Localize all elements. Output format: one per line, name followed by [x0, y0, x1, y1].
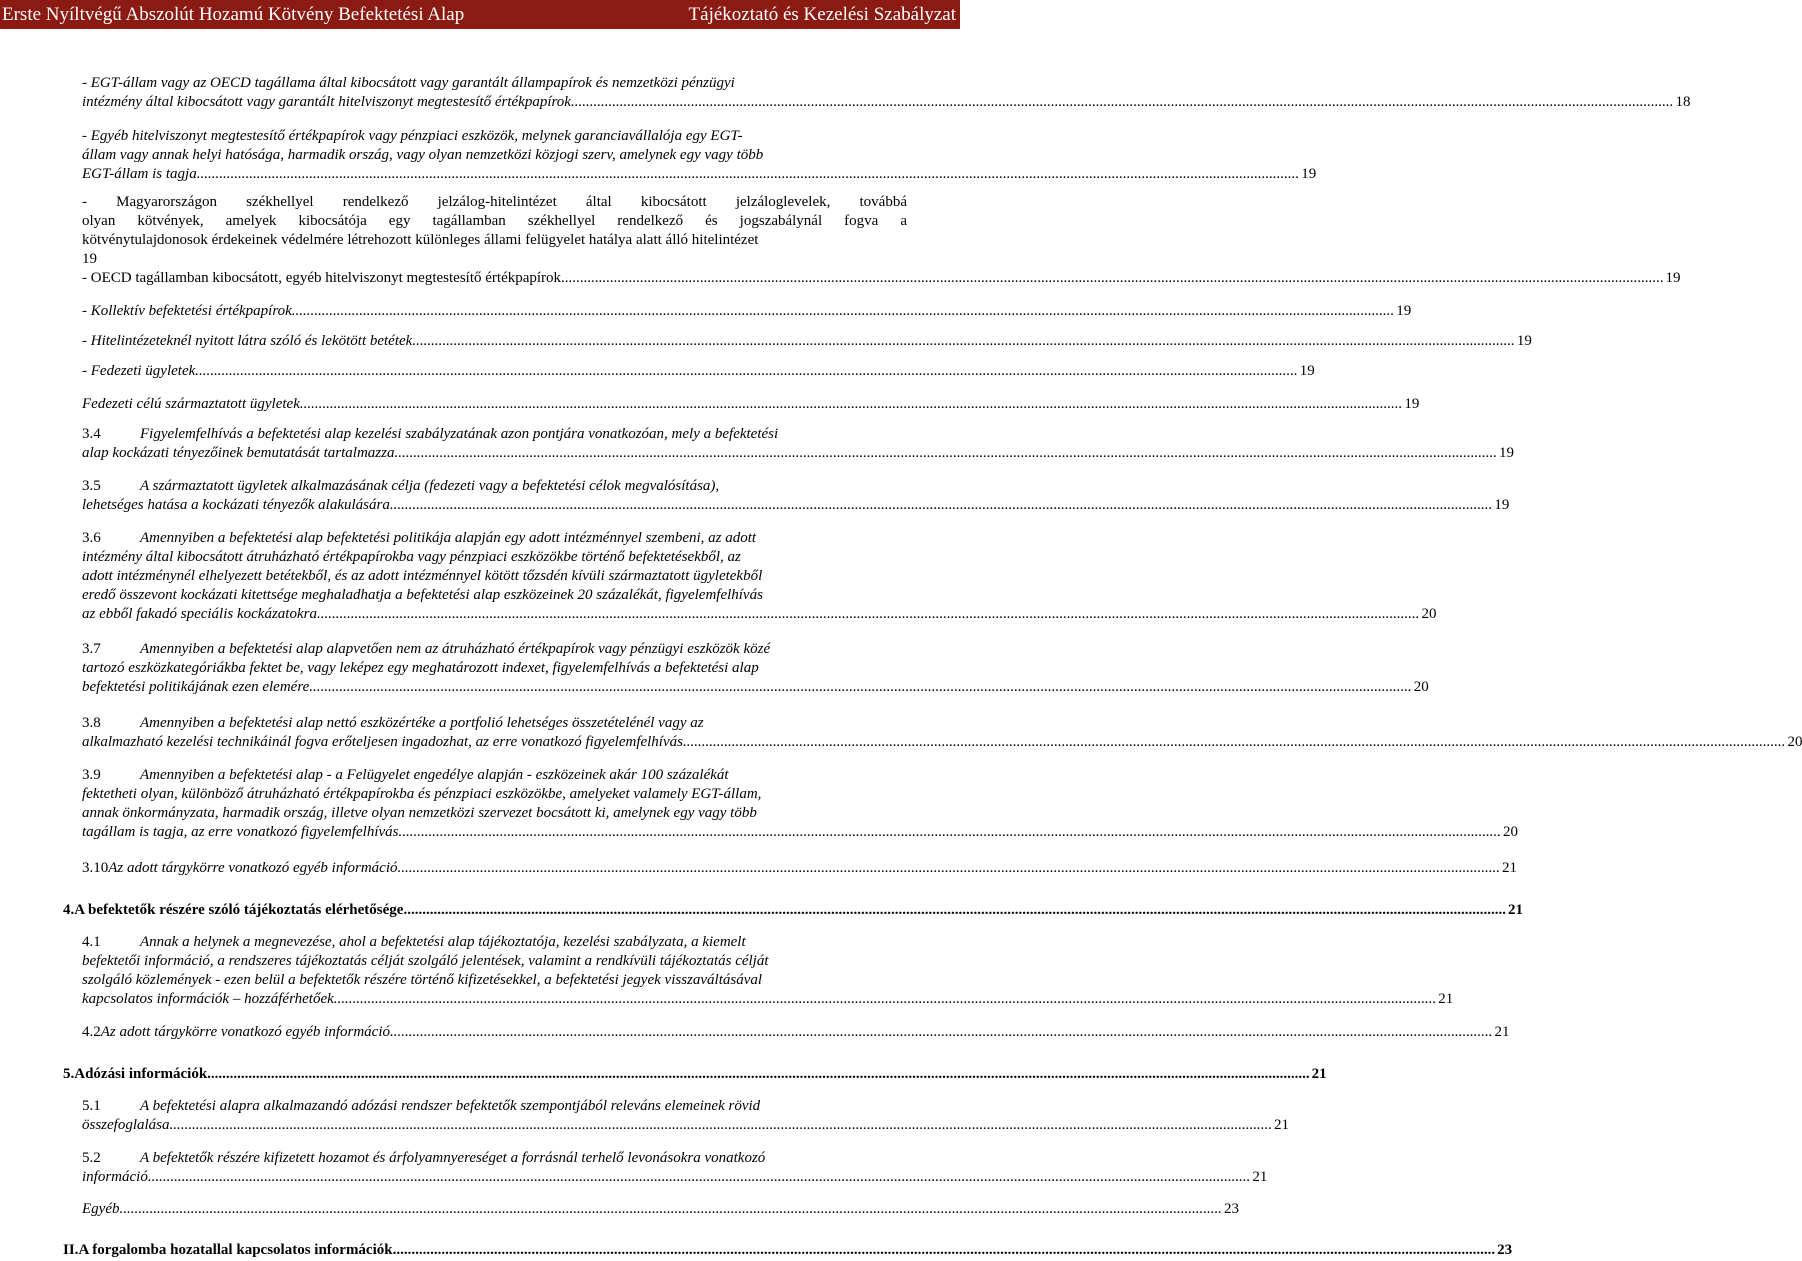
toc-section-number: 4.2	[82, 1024, 101, 1040]
toc-entry-title: Egyéb	[82, 1201, 120, 1217]
toc-page-number: 23	[1223, 1201, 1239, 1217]
toc-entry-line: befektetői információ, a rendszeres tájékoztatás célját szolgáló jelentések, valamint a rendkívüli tájékoztatás célját	[82, 953, 769, 969]
toc-entry-line: tartozó eszközkategóriákba fektet be, vagy leképez egy meghatározott indexet, figyelemfelhívás a befektetési alap	[82, 660, 759, 676]
toc-page-number: 20	[1787, 734, 1802, 750]
toc-page-number: 23	[1497, 1242, 1513, 1258]
toc-entry-title: Adózási információk	[74, 1066, 208, 1082]
toc-leader	[683, 733, 1786, 752]
toc-entry-line: Annak a helynek a megnevezése, ahol a befektetési alap tájékoztatója, kezelési szabályzata, a kiemelt	[140, 934, 746, 950]
toc-entry-line: Amennyiben a befektetési alap alapvetően nem az átruházható értékpapírok vagy pénzügyi eszközök közé	[140, 641, 771, 657]
toc-entry-3-6[interactable]	[82, 529, 1437, 624]
toc-entry-fedezeti-szarmaztatott[interactable]	[82, 395, 1420, 414]
toc-page-number: 19	[1404, 396, 1420, 412]
toc-leader	[300, 395, 1403, 414]
toc-section-number: 3.5	[82, 478, 101, 494]
toc-section-number: 5.2	[82, 1150, 101, 1166]
toc-leader	[403, 901, 1506, 920]
toc-page-number: 19	[1516, 333, 1532, 349]
toc-entry-3-4[interactable]	[82, 425, 1514, 463]
toc-page-number: 19	[1299, 363, 1315, 379]
toc-section-number: 3.6	[82, 530, 101, 546]
toc-leader	[148, 1168, 1251, 1187]
toc-leader	[197, 165, 1300, 184]
toc-leader	[394, 444, 1497, 463]
toc-section-5[interactable]	[63, 1065, 1327, 1084]
toc-entry-line: Amennyiben a befektetési alap nettó eszközértéke a portfolió lehetséges összetételénél vagy az	[140, 715, 704, 731]
toc-entry-line: intézmény által kibocsátott átruházható értékpapírokba vagy pénzpiaci eszközökbe történő befektetésekből, az	[82, 549, 741, 565]
toc-entry-line: befektetési politikájának ezen elemére	[82, 679, 310, 695]
toc-entry-title: Az adott tárgykörre vonatkozó egyéb információ	[108, 860, 398, 876]
toc-leader	[119, 1200, 1222, 1219]
toc-section-number: II.	[63, 1242, 79, 1258]
toc-entry-line: alap kockázati tényezőinek bemutatását tartalmazza	[82, 445, 395, 461]
toc-leader	[317, 605, 1420, 624]
toc-entry-line: intézmény által kibocsátott vagy garantált hitelviszonyt megtestesítő értékpapírok	[82, 94, 571, 110]
header-document-type: Tájékoztató és Kezelési Szabályzat	[688, 3, 956, 25]
toc-entry-line: annak önkormányzata, harmadik ország, illetve olyan nemzetközi szervezet bocsátott ki, amelynek egy vagy több	[82, 805, 757, 821]
toc-section-number: 3.10	[82, 860, 109, 876]
toc-page-number: 21	[1494, 1024, 1510, 1040]
toc-section-number: 5.1	[82, 1098, 101, 1114]
toc-entry-line: kapcsolatos információk – hozzáférhetőek	[82, 991, 334, 1007]
toc-entry-3-7[interactable]	[82, 640, 1429, 697]
toc-entry-3-10[interactable]	[82, 859, 1517, 878]
toc-entry-line: fektetheti olyan, különböző átruházható értékpapírokba és pénzpiaci eszközökbe, amelyeket valamely EGT-állam,	[82, 786, 762, 802]
toc-page-number: 19	[82, 251, 97, 267]
toc-entry-5-1[interactable]	[82, 1097, 1290, 1135]
toc-section-number: 3.7	[82, 641, 101, 657]
toc-entry-fedezeti-ugyletek[interactable]	[82, 362, 1315, 381]
toc-leader	[412, 332, 1515, 351]
toc-page-number: 21	[1502, 860, 1517, 876]
toc-page-number: 19	[1665, 270, 1681, 286]
toc-leader	[390, 1023, 1493, 1042]
toc-entry-line: - Egyéb hitelviszonyt megtestesítő értékpapírok vagy pénzpiaci eszközök, melynek garanciavállalója egy EGT-	[82, 128, 743, 144]
toc-entry-kollektiv[interactable]	[82, 302, 1412, 321]
toc-chapter-ii[interactable]	[63, 1241, 1513, 1260]
toc-section-number: 4.	[63, 902, 75, 918]
toc-entry-egt-allampapirok[interactable]	[82, 74, 1691, 112]
toc-page-number: 19	[1301, 166, 1317, 182]
toc-entry-line: olyan kötvények, amelyek kibocsátója egy tagállamban székhellyel rendelkező és jogszabálynál fogva a	[82, 213, 907, 229]
toc-leader	[292, 302, 1395, 321]
toc-entry-line: szolgáló közlemények - ezen belül a befektetők részére történő kifizetésekkel, a befektetési jegyek visszaváltásával	[82, 972, 763, 988]
toc-leader	[334, 990, 1437, 1009]
toc-entry-title: Fedezeti célú származtatott ügyletek	[82, 396, 300, 412]
toc-entry-line: EGT-állam is tagja	[82, 166, 197, 182]
toc-leader	[561, 269, 1664, 288]
toc-entry-title: - Fedezeti ügyletek	[82, 363, 196, 379]
toc-entry-line: adott intézménynél elhelyezett betétekből, és az adott intézménnyel kötött tőzsdén kívüli származtatott ügyletekből	[82, 568, 763, 584]
toc-page-number: 20	[1421, 606, 1437, 622]
toc-entry-line: eredő összevont kockázati kitettsége meghaladhatja a befektetési alap eszközeinek 20 százalékát, figyelemfelhívás	[82, 587, 763, 603]
toc-entry-line: - EGT-állam vagy az OECD tagállama által kibocsátott vagy garantált állampapírok és nemzetközi pénzügyi	[82, 75, 735, 91]
toc-leader	[309, 678, 1412, 697]
toc-page-number: 19	[1494, 497, 1510, 513]
toc-entry-4-2[interactable]	[82, 1023, 1510, 1042]
toc-leader	[170, 1116, 1273, 1135]
toc-entry-line: az ebből fakadó speciális kockázatokra	[82, 606, 317, 622]
toc-section-number: 3.4	[82, 426, 101, 442]
toc-leader	[207, 1065, 1310, 1084]
toc-entry-title: - Kollektív befektetési értékpapírok	[82, 303, 292, 319]
toc-entry-title: A forgalomba hozatallal kapcsolatos információk	[78, 1242, 393, 1258]
toc-entry-line: alkalmazható kezelési technikáinál fogva erőteljesen ingadozhat, az erre vonatkozó figyelemfelhívás	[82, 734, 683, 750]
toc-leader	[393, 1241, 1496, 1260]
toc-entry-line: Amennyiben a befektetési alap - a Felügyelet engedélye alapján - eszközeinek akár 100 százalékát	[140, 767, 729, 783]
toc-section-number: 3.9	[82, 767, 101, 783]
toc-entry-line: A származtatott ügyletek alkalmazásának célja (fedezeti vagy a befektetési célok megvalósítása),	[140, 478, 720, 494]
toc-entry-line: Amennyiben a befektetési alap befektetési politikája alapján egy adott intézménnyel szembeni, az adott	[140, 530, 757, 546]
toc-entry-egyeb[interactable]	[82, 1200, 1239, 1219]
toc-entry-line: lehetséges hatása a kockázati tényezők alakulására	[82, 497, 390, 513]
toc-page-number: 21	[1252, 1169, 1268, 1185]
toc-entry-line: - Magyarországon székhellyel rendelkező jelzálog-hitelintézet által kibocsátott jelzáloglevelek, továbbá	[82, 194, 907, 210]
toc-entry-title: - Hitelintézeteknél nyitott látra szóló és lekötött betétek	[82, 333, 413, 349]
toc-page-number: 19	[1498, 445, 1514, 461]
toc-entry-jelzaloglevelek[interactable]	[82, 193, 907, 269]
toc-page-number: 21	[1274, 1117, 1290, 1133]
toc-leader	[398, 823, 1501, 842]
toc-entry-line: A befektetési alapra alkalmazandó adózási rendszer befektetők szempontjából releváns elemeinek rövid	[140, 1098, 761, 1114]
toc-entry-3-9[interactable]	[82, 766, 1518, 842]
toc-entry-oecd-ertekpapirok[interactable]	[82, 269, 1681, 288]
toc-leader	[398, 859, 1501, 878]
toc-entry-betetek[interactable]	[82, 332, 1532, 351]
toc-entry-title: Az adott tárgykörre vonatkozó egyéb információ	[100, 1024, 390, 1040]
toc-page-number: 20	[1413, 679, 1429, 695]
toc-entry-line: tagállam is tagja, az erre vonatkozó figyelemfelhívás	[82, 824, 399, 840]
toc-entry-5-2[interactable]	[82, 1149, 1268, 1187]
toc-entry-line: információ	[82, 1169, 148, 1185]
toc-entry-line: összefoglalása	[82, 1117, 170, 1133]
toc-entry-line: kötvénytulajdonosok érdekeinek védelmére létrehozott különleges állami felügyelet hatálya alatt álló hitelintézet	[82, 232, 759, 248]
toc-page-number: 21	[1438, 991, 1454, 1007]
toc-entry-line: A befektetők részére kifizetett hozamot és árfolyamnyereséget a forrásnál terhelő levonásokra vonatkozó	[140, 1150, 766, 1166]
document-header	[0, 0, 960, 29]
toc-entry-line: állam vagy annak helyi hatósága, harmadik ország, vagy olyan nemzetközi közjogi szerv, amelynek egy vagy több	[82, 147, 764, 163]
toc-page-number: 19	[1396, 303, 1412, 319]
toc-section-number: 5.	[63, 1066, 75, 1082]
toc-leader	[571, 93, 1674, 112]
toc-page-number: 20	[1502, 824, 1518, 840]
toc-section-number: 4.1	[82, 934, 101, 950]
toc-leader	[195, 362, 1298, 381]
toc-page-number: 21	[1507, 902, 1523, 918]
toc-entry-title: A befektetők részére szóló tájékoztatás elérhetősége	[74, 902, 404, 918]
toc-entry-3-5[interactable]	[82, 477, 1510, 515]
toc-section-number: 3.8	[82, 715, 101, 731]
toc-entry-title: - OECD tagállamban kibocsátott, egyéb hitelviszonyt megtestesítő értékpapírok	[82, 270, 562, 286]
toc-leader	[390, 496, 1493, 515]
toc-page-number: 21	[1311, 1066, 1327, 1082]
toc-entry-egyeb-hitelviszonyt[interactable]	[82, 127, 1317, 184]
toc-entry-4-1[interactable]	[82, 933, 1454, 1009]
toc-entry-line: Figyelemfelhívás a befektetési alap kezelési szabályzatának azon pontjára vonatkozóan, mely a befektetési	[140, 426, 779, 442]
toc-entry-3-8[interactable]	[82, 714, 1802, 752]
header-fund-name: Erste Nyíltvégű Abszolút Hozamú Kötvény Befektetési Alap	[2, 3, 465, 25]
toc-section-4[interactable]	[63, 901, 1523, 920]
toc-page-number: 18	[1675, 94, 1691, 110]
